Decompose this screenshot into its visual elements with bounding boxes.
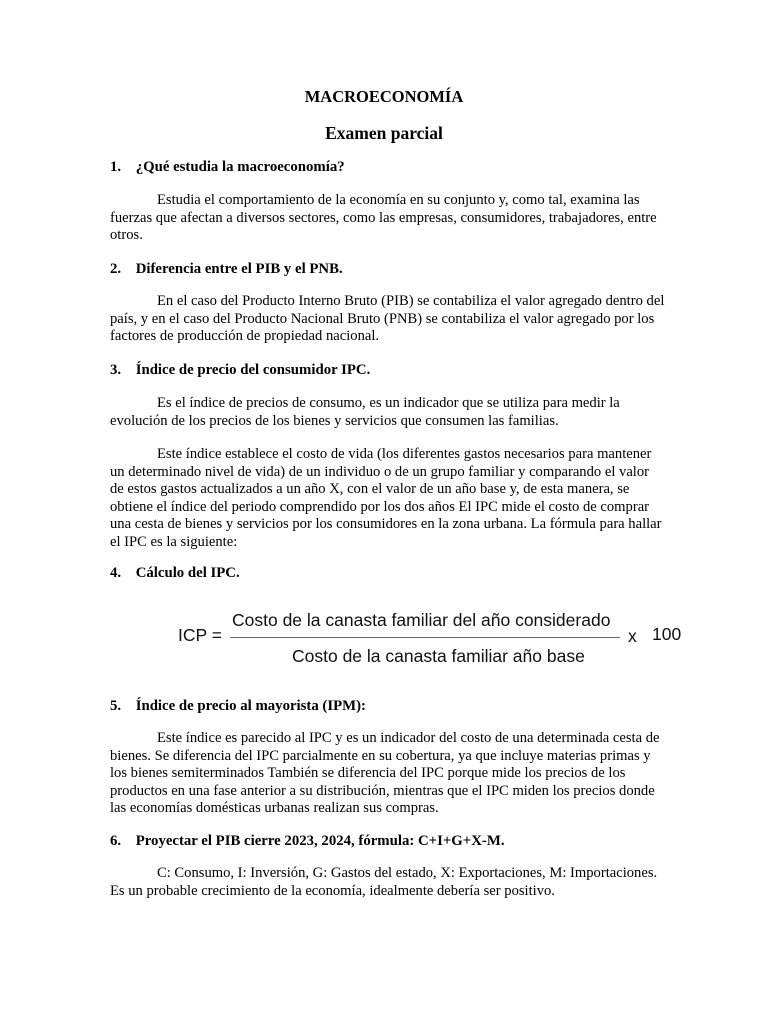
- document-subtitle: Examen parcial: [325, 123, 443, 143]
- section-2-heading: [110, 260, 343, 278]
- section-3-paragraph-2: Este índice establece el costo de vida (los diferentes gastos necesarios para mantener un determinado nivel de vida) de un individuo o de un grupo familiar y comparando el valor de estos gastos actualizados a un año X, con el valor de un año base y, de esta manera, se obtiene el índice del periodo comprendido por los dos años El IPC mide el costo de comprar una cesta de bienes y servicios por los consumidores en la zona urbana. La fórmula para hallar el IPC es la siguiente:: [110, 446, 662, 550]
- section-2-paragraph: En el caso del Producto Interno Bruto (PIB) se contabiliza el valor agregado dentro del país, y en el caso del Producto Nacional Bruto (PNB) se contabiliza el valor agregado por los factores de producción de propiedad nacional.: [110, 293, 665, 345]
- section-3-heading: [110, 361, 370, 379]
- section-5-heading: [110, 697, 366, 715]
- section-number: 6.: [110, 833, 122, 849]
- section-heading-text: Cálculo del IPC.: [135, 565, 240, 581]
- formula-denominator: Costo de la canasta familiar año base: [292, 646, 585, 666]
- section-heading-text: Diferencia entre el PIB y el PNB.: [135, 261, 343, 277]
- section-heading-text: Proyectar el PIB cierre 2023, 2024, fórmula: C+I+G+X-M.: [135, 833, 505, 849]
- section-number: 2.: [110, 261, 122, 277]
- section-number: 1.: [110, 159, 122, 175]
- document-title: MACROECONOMÍA: [304, 87, 464, 106]
- section-heading-text: Índice de precio al mayorista (IPM):: [135, 698, 366, 714]
- formula-numerator: Costo de la canasta familiar del año considerado: [232, 610, 611, 630]
- section-heading-text: ¿Qué estudia la macroeconomía?: [135, 159, 345, 175]
- ipc-formula: [178, 608, 698, 670]
- formula-operator: x: [628, 626, 637, 646]
- formula-factor: 100: [652, 624, 682, 644]
- section-6-paragraph: C: Consumo, I: Inversión, G: Gastos del estado, X: Exportaciones, M: Importaciones. Es un probable crecimiento de la economía, idealmente debería ser positivo.: [110, 865, 658, 899]
- section-6-heading: [110, 832, 505, 850]
- section-1-heading: [110, 158, 345, 176]
- section-4-heading: [110, 564, 240, 582]
- section-5-paragraph: Este índice es parecido al IPC y es un indicador del costo de una determinada cesta de bienes. Se diferencia del IPC parcialmente en su cobertura, ya que incluye materias primas y los bienes semiterminados También se diferencia del IPC porque mide los precios de los productos en una fase anterior a su distribución, mientras que el IPC miden los precios donde las economías domésticas urbanas realizan sus compras.: [110, 730, 660, 817]
- section-number: 5.: [110, 698, 122, 714]
- fraction-bar: [230, 637, 620, 638]
- section-1-paragraph: Estudia el comportamiento de la economía en su conjunto y, como tal, examina las fuerzas que afectan a diversos sectores, como las empresas, consumidores, trabajadores, entre otros.: [110, 192, 657, 244]
- section-number: 4.: [110, 565, 122, 581]
- section-number: 3.: [110, 362, 122, 378]
- section-heading-text: Índice de precio del consumidor IPC.: [135, 362, 371, 378]
- formula-lhs: ICP =: [178, 625, 222, 645]
- section-3-paragraph-1: Es el índice de precios de consumo, es un indicador que se utiliza para medir la evolución de los precios de los bienes y servicios que consumen las familias.: [110, 395, 620, 429]
